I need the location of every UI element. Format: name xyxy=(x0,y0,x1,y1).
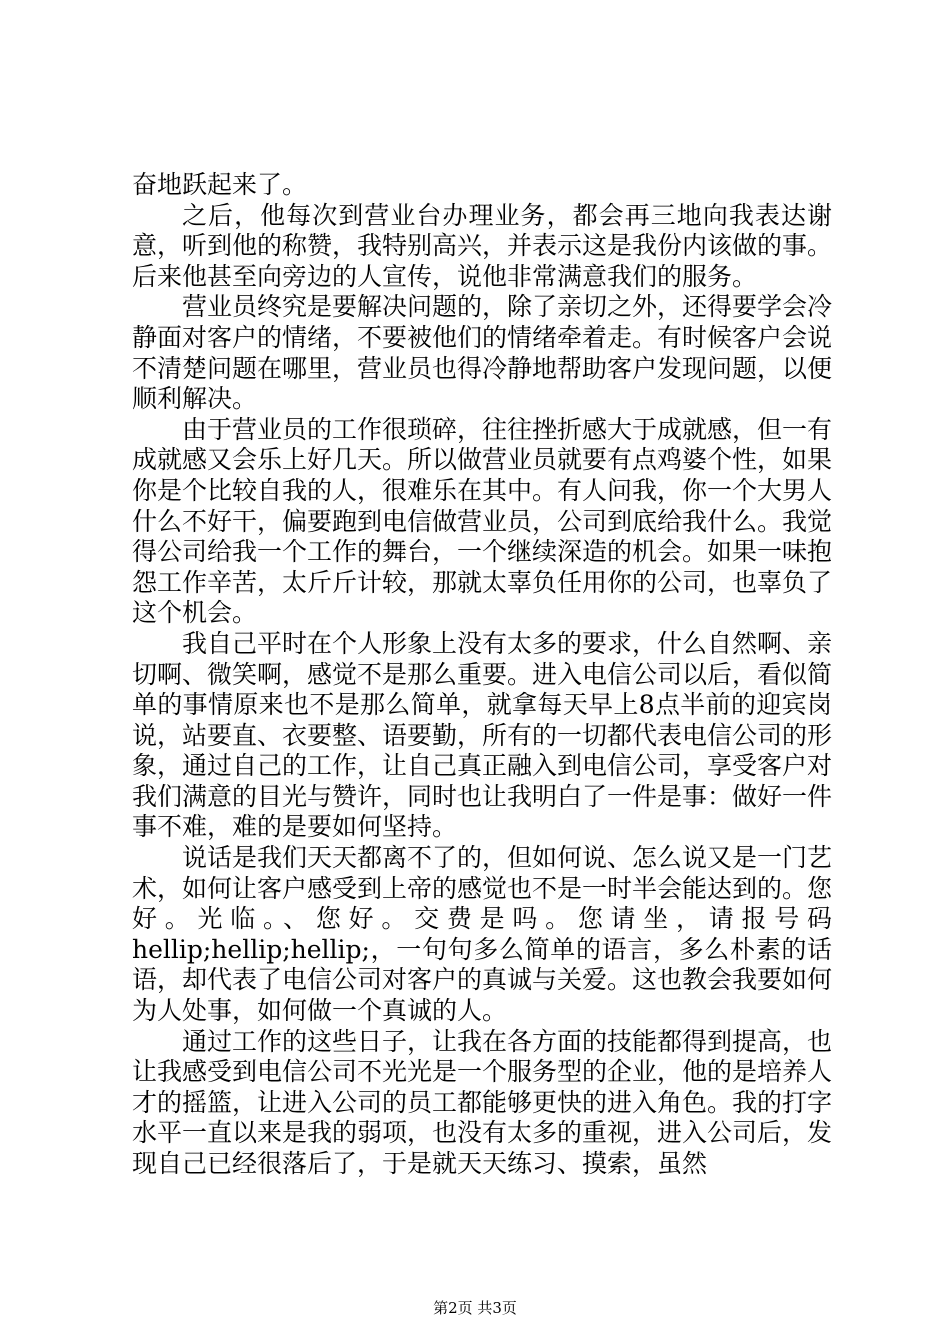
paragraph-3: 营业员终究是要解决问题的，除了亲切之外，还得要学会冷静面对客户的情绪，不要被他们的情绪牵着走。有时候客户会说不清楚问题在哪里，营业员也得冷静地帮助客户发现问题，以便顺利解决。 xyxy=(132,292,833,414)
paragraph-7: 通过工作的这些日子，让我在各方面的技能都得到提高，也让我感受到电信公司不光光是一个服务型的企业，他的是培养人才的摇篮，让进入公司的员工都能够更快的进入角色。我的打字水平一直以来是我的弱项，也没有太多的重视，进入公司后，发现自己已经很落后了，于是就天天练习、摸索，虽然 xyxy=(132,1026,833,1178)
page-footer: 第2页 共3页 xyxy=(433,1299,517,1317)
paragraph-5: 我自己平时在个人形象上没有太多的要求，什么自然啊、亲切啊、微笑啊，感觉不是那么重要。进入电信公司以后，看似简单的事情原来也不是那么简单，就拿每天早上8点半前的迎宾岗说，站要直、衣要整、语要勤，所有的一切都代表电信公司的形象，通过自己的工作，让自己真正融入到电信公司，享受客户对我们满意的目光与赞许，同时也让我明白了一件是事：做好一件事不难，难的是要如何坚持。 xyxy=(132,628,833,842)
paragraph-2: 之后，他每次到营业台办理业务，都会再三地向我表达谢意，听到他的称赞，我特别高兴，并表示这是我份内该做的事。后来他甚至向旁边的人宣传，说他非常满意我们的服务。 xyxy=(132,200,833,291)
paragraph-4: 由于营业员的工作很琐碎，往往挫折感大于成就感，但一有成就感又会乐上好几天。所以做营业员就要有点鸡婆个性，如果你是个比较自我的人，很难乐在其中。有人问我，你一个大男人什么不好干，偏要跑到电信做营业员，公司到底给我什么。我觉得公司给我一个工作的舞台，一个继续深造的机会。如果一味抱怨工作辛苦，太斤斤计较，那就太辜负任用你的公司，也辜负了这个机会。 xyxy=(132,414,833,628)
paragraph-1: 奋地跃起来了。 xyxy=(132,170,308,199)
paragraph-6: 说话是我们天天都离不了的，但如何说、怎么说又是一门艺术，如何让客户感受到上帝的感觉也不是一时半会能达到的。您好。光临。、您好。交费是吗。您请坐，请报号码hellip;hellip;hellip;，一句句多么简单的语言，多么朴素的话语，却代表了电信公司对客户的真诚与关爱。这也教会我要如何为人处事，如何做一个真诚的人。 xyxy=(132,843,833,1026)
document-body xyxy=(132,170,832,1180)
